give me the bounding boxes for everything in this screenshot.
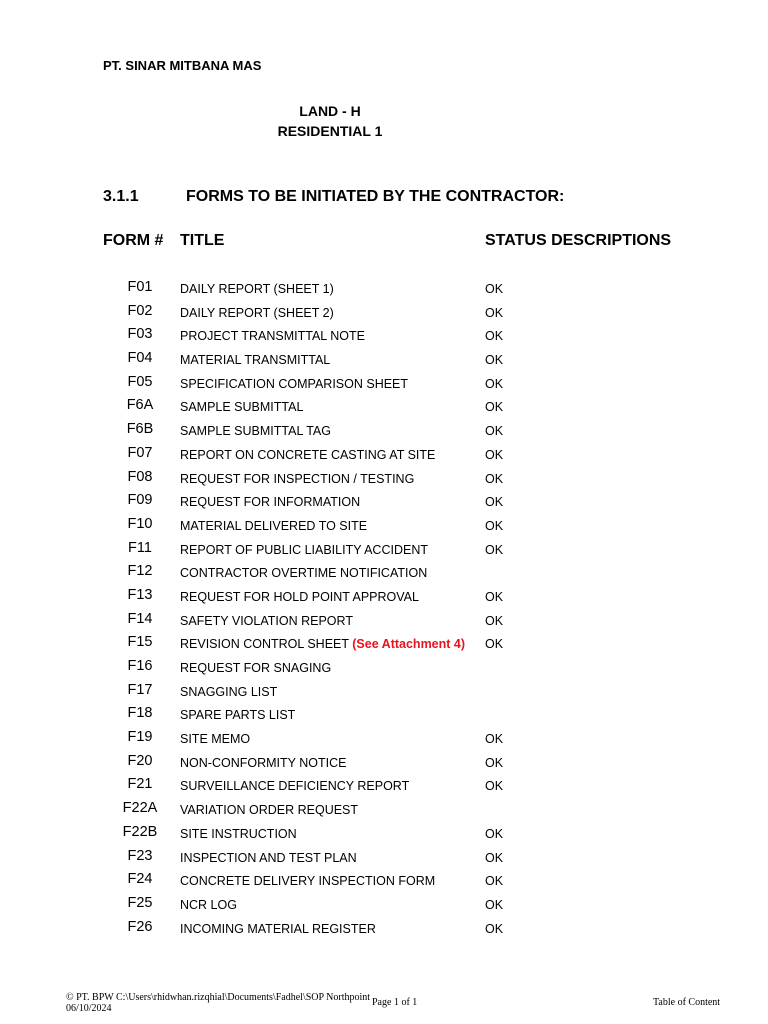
form-row <box>0 752 768 776</box>
form-title-cell <box>180 448 435 462</box>
form-title-cell <box>180 851 357 865</box>
form-code: F25 <box>127 894 153 911</box>
form-title: REQUEST FOR SNAGING <box>180 661 332 675</box>
form-title-cell <box>180 779 409 793</box>
residential-label: RESIDENTIAL 1 <box>277 123 383 139</box>
form-row <box>0 586 768 610</box>
form-code: F08 <box>127 468 153 485</box>
form-status: OK <box>485 305 504 320</box>
form-code: F15 <box>127 634 153 651</box>
form-code: F6A <box>126 397 154 414</box>
form-title: REQUEST FOR HOLD POINT APPROVAL <box>180 589 419 604</box>
form-title: DAILY REPORT (SHEET 2) <box>180 305 334 320</box>
form-row <box>0 681 768 705</box>
form-title: INSPECTION AND TEST PLAN <box>180 850 357 865</box>
form-row <box>0 728 768 752</box>
form-status: OK <box>485 850 504 865</box>
form-status: OK <box>485 732 504 747</box>
form-row <box>0 657 768 681</box>
form-code: F26 <box>127 918 153 935</box>
form-code: F09 <box>127 492 153 509</box>
form-row <box>0 278 768 302</box>
form-status: OK <box>485 353 504 368</box>
column-header-title: TITLE <box>180 232 225 249</box>
form-code: F12 <box>127 563 153 580</box>
form-row <box>0 562 768 586</box>
form-title-cell <box>180 685 277 699</box>
form-title: SPARE PARTS LIST <box>180 708 296 723</box>
form-title-cell <box>180 803 358 817</box>
form-title: SNAGGING LIST <box>180 684 278 699</box>
form-title-cell <box>180 898 237 912</box>
form-code: F10 <box>127 515 153 532</box>
form-title-cell <box>180 756 346 770</box>
form-title-cell <box>180 472 414 486</box>
form-code: F23 <box>127 847 153 864</box>
form-row <box>0 420 768 444</box>
footer-date: 06/10/2024 <box>66 1003 112 1014</box>
form-row <box>0 302 768 326</box>
form-row <box>0 491 768 515</box>
form-status: OK <box>485 282 504 296</box>
form-title: MATERIAL TRANSMITTAL <box>180 353 331 368</box>
form-title-cell <box>180 732 250 746</box>
form-row <box>0 894 768 918</box>
form-title-cell <box>180 827 297 841</box>
form-title: SPECIFICATION COMPARISON SHEET <box>180 376 409 391</box>
form-row <box>0 610 768 634</box>
form-status: OK <box>485 921 504 936</box>
footer-page-number: Page 1 of 1 <box>372 997 418 1008</box>
form-code: F01 <box>127 279 153 295</box>
form-code: F19 <box>127 729 153 746</box>
form-code: F04 <box>127 350 153 367</box>
form-code: F18 <box>127 705 153 722</box>
form-title: SURVEILLANCE DEFICIENCY REPORT <box>180 779 410 794</box>
form-title: CONTRACTOR OVERTIME NOTIFICATION <box>180 566 428 581</box>
form-row <box>0 468 768 492</box>
column-header-form: FORM # <box>103 232 164 249</box>
form-title: SITE MEMO <box>180 732 251 747</box>
form-row <box>0 633 768 657</box>
section-number: 3.1.1 <box>103 188 139 205</box>
form-row <box>0 847 768 871</box>
form-row <box>0 799 768 823</box>
form-status: OK <box>485 400 504 415</box>
form-code: F07 <box>127 444 153 461</box>
form-title: REQUEST FOR INFORMATION <box>180 495 361 510</box>
form-status: OK <box>485 755 504 770</box>
form-title: SAMPLE SUBMITTAL <box>180 400 304 415</box>
forms-list <box>0 278 768 941</box>
form-title-cell <box>180 377 408 391</box>
form-title: MATERIAL DELIVERED TO SITE <box>180 518 368 533</box>
form-title-cell <box>180 637 465 651</box>
form-title-cell <box>180 282 334 296</box>
form-title: NCR LOG <box>180 897 237 912</box>
form-code: F17 <box>127 681 153 698</box>
form-row <box>0 325 768 349</box>
form-status: OK <box>485 424 504 439</box>
form-title: SAFETY VIOLATION REPORT <box>180 613 353 628</box>
form-title: REPORT ON CONCRETE CASTING AT SITE <box>180 447 436 462</box>
form-title: DAILY REPORT (SHEET 1) <box>180 282 334 296</box>
form-title-cell <box>180 543 428 557</box>
form-note: (See Attachment 4) <box>352 637 466 652</box>
form-code: F11 <box>128 539 152 556</box>
form-title: PROJECT TRANSMITTAL NOTE <box>180 329 365 344</box>
form-status: OK <box>485 495 504 510</box>
section-title: FORMS TO BE INITIATED BY THE CONTRACTOR: <box>186 188 565 205</box>
footer-path-block <box>66 992 370 1014</box>
form-code: F14 <box>127 610 153 627</box>
form-title-cell <box>180 708 295 722</box>
form-row <box>0 704 768 728</box>
form-code: F16 <box>127 658 153 674</box>
form-title-cell <box>180 353 330 367</box>
form-status: OK <box>485 613 504 628</box>
form-code: F24 <box>127 871 153 888</box>
form-title-cell <box>180 566 427 580</box>
form-title-cell <box>180 614 353 628</box>
form-row <box>0 823 768 847</box>
form-title-cell <box>180 306 334 320</box>
form-status: OK <box>485 897 504 912</box>
form-title: SITE INSTRUCTION <box>180 826 297 841</box>
form-title-cell <box>180 874 435 888</box>
form-status: OK <box>485 874 504 889</box>
form-title-cell <box>180 590 419 604</box>
form-code: F13 <box>127 586 153 603</box>
form-code: F02 <box>127 302 153 319</box>
form-row <box>0 373 768 397</box>
form-status: OK <box>485 542 504 557</box>
form-status: OK <box>485 779 504 794</box>
form-code: F6B <box>126 421 154 438</box>
form-status: OK <box>485 376 504 391</box>
form-row <box>0 515 768 539</box>
form-title: REVISION CONTROL SHEET <box>180 637 349 652</box>
form-title: NON-CONFORMITY NOTICE <box>180 755 347 770</box>
form-title: CONCRETE DELIVERY INSPECTION FORM <box>180 874 436 889</box>
form-code: F03 <box>127 326 153 343</box>
form-row <box>0 870 768 894</box>
form-title: INCOMING MATERIAL REGISTER <box>180 921 376 936</box>
form-code: F22B <box>122 823 158 840</box>
form-status: OK <box>485 518 504 533</box>
form-status: OK <box>485 826 504 841</box>
form-title-cell <box>180 495 360 509</box>
form-status: OK <box>485 471 504 486</box>
form-title-cell <box>180 329 365 343</box>
form-title: SAMPLE SUBMITTAL TAG <box>180 424 331 439</box>
form-row <box>0 349 768 373</box>
form-status: OK <box>485 637 504 652</box>
form-title-cell <box>180 400 303 414</box>
form-title-cell <box>180 922 376 936</box>
form-code: F20 <box>127 752 153 769</box>
form-row <box>0 396 768 420</box>
footer-path: © PT. BPW C:\Users\rhidwhan.rizqhial\Documents\Fadhel\SOP Northpoint <box>66 992 371 1003</box>
form-title-cell <box>180 661 331 675</box>
form-row <box>0 775 768 799</box>
footer-table-of-content: Table of Content <box>653 997 721 1008</box>
form-title: REQUEST FOR INSPECTION / TESTING <box>180 471 415 486</box>
form-status: OK <box>485 329 504 344</box>
form-code: F05 <box>127 373 153 390</box>
form-title-cell <box>180 519 367 533</box>
form-title: VARIATION ORDER REQUEST <box>180 803 359 818</box>
column-header-status: STATUS DESCRIPTIONS <box>485 232 672 249</box>
form-row <box>0 444 768 468</box>
form-title: REPORT OF PUBLIC LIABILITY ACCIDENT <box>180 542 428 557</box>
form-status: OK <box>485 447 504 462</box>
form-row <box>0 539 768 563</box>
form-title-cell <box>180 424 331 438</box>
form-status: OK <box>485 589 504 604</box>
land-label: LAND - H <box>299 103 361 119</box>
form-code: F22A <box>122 800 158 817</box>
company-name: PT. SINAR MITBANA MAS <box>103 58 262 73</box>
form-code: F21 <box>127 776 153 793</box>
form-row <box>0 918 768 942</box>
